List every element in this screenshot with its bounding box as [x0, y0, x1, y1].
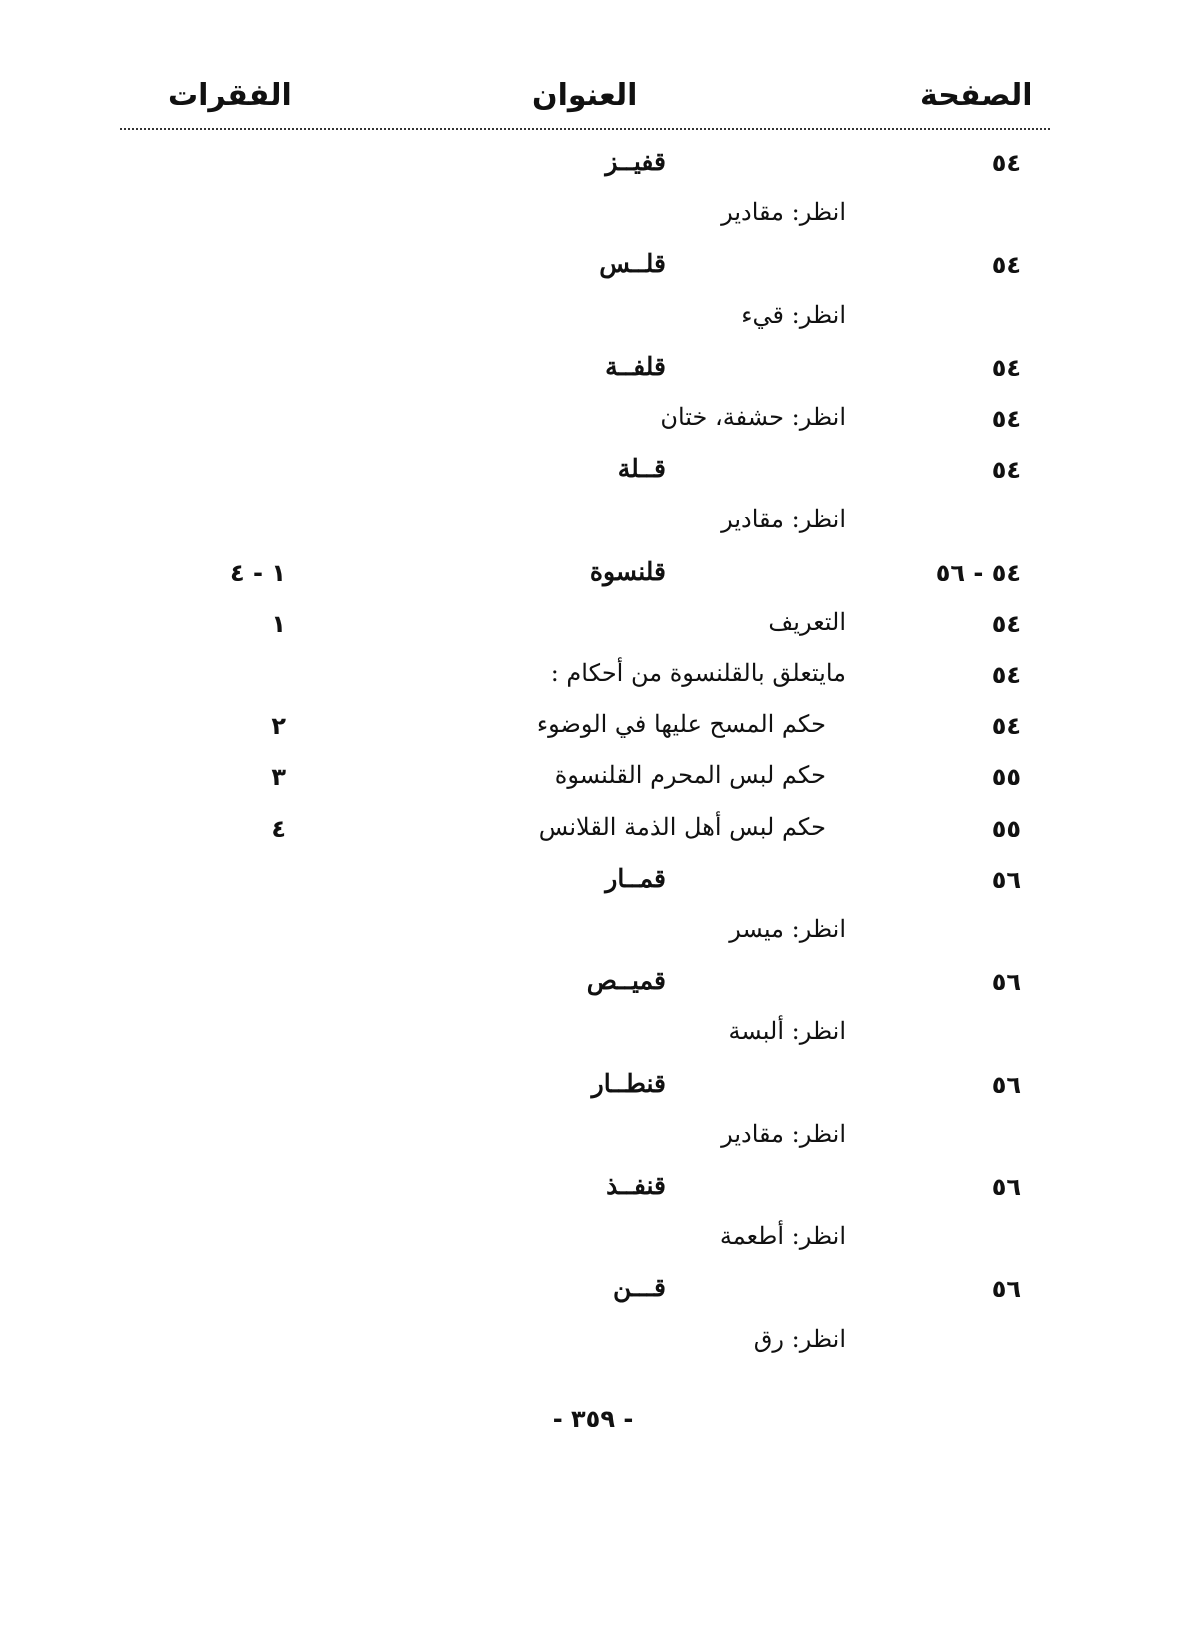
row-entry-title: قـــن [613, 1273, 666, 1302]
index-row [0, 759, 1186, 799]
index-row [0, 452, 1186, 492]
index-row [0, 401, 1186, 441]
row-see-reference: انظر: ألبسة [728, 1017, 846, 1045]
index-row [0, 708, 1186, 748]
index-row [0, 503, 1186, 543]
column-header-title: العنوان [532, 78, 638, 113]
index-row [0, 555, 1186, 595]
row-page-number: ٥٤ [991, 405, 1021, 433]
row-subtopic: حكم لبس المحرم القلنسوة [554, 761, 826, 789]
row-subtopic: حكم لبس أهل الذمة القلانس [538, 813, 826, 841]
index-row [0, 145, 1186, 185]
row-page-number: ٥٤ [991, 251, 1021, 279]
index-row [0, 1271, 1186, 1311]
row-page-number: ٥٦ [991, 866, 1021, 894]
index-row [0, 1169, 1186, 1209]
row-page-number: ٥٦ [991, 968, 1021, 996]
row-page-number: ٥٤ [991, 354, 1021, 382]
index-row [0, 913, 1186, 953]
row-page-number: ٥٤ [991, 149, 1021, 177]
row-paragraphs: ١ [271, 610, 286, 638]
index-row [0, 196, 1186, 236]
row-page-number: ٥٤ [991, 610, 1021, 638]
index-row [0, 1015, 1186, 1055]
column-header-page: الصفحة [920, 78, 1033, 113]
index-row [0, 1220, 1186, 1260]
row-see-reference: انظر: قيء [741, 301, 846, 329]
header-dotted-rule [120, 128, 1050, 130]
index-row [0, 247, 1186, 287]
row-entry-title: قميــص [586, 966, 666, 995]
page-number: - ٣٥٩ - [552, 1405, 634, 1433]
index-row [0, 657, 1186, 697]
index-row [0, 811, 1186, 851]
row-page-number: ٥٦ [991, 1173, 1021, 1201]
row-entry-title: قلفــة [605, 352, 666, 381]
row-paragraphs: ٢ [271, 712, 286, 740]
row-entry-title: قمــار [605, 864, 666, 893]
row-entry-title: قلــس [599, 249, 666, 278]
index-row [0, 964, 1186, 1004]
row-paragraphs: ٣ [271, 763, 286, 791]
index-row [0, 1067, 1186, 1107]
row-subtopic: التعريف [768, 608, 846, 636]
row-page-number: ٥٥ [991, 763, 1021, 791]
row-subtopic: مايتعلق بالقلنسوة من أحكام : [550, 659, 846, 687]
row-see-reference: انظر: مقادير [721, 198, 846, 226]
index-row [0, 1118, 1186, 1158]
row-see-reference: انظر: مقادير [721, 505, 846, 533]
row-page-number: ٥٤ [991, 712, 1021, 740]
row-paragraphs: ١ - ٤ [230, 559, 286, 587]
row-page-number: ٥٦ [991, 1275, 1021, 1303]
row-page-number: ٥٦ [991, 1071, 1021, 1099]
row-see-reference: انظر: أطعمة [719, 1222, 846, 1250]
column-header-paragraphs: الفقرات [168, 78, 292, 113]
index-row [0, 1323, 1186, 1363]
row-see-reference: انظر: حشفة، ختان [660, 403, 846, 431]
row-entry-title: قــلة [617, 454, 666, 483]
row-see-reference: انظر: مقادير [721, 1120, 846, 1148]
row-entry-title: قنفــذ [606, 1171, 666, 1200]
index-row [0, 299, 1186, 339]
row-entry-title: قنطــار [591, 1069, 666, 1098]
row-entry-title: قفيــز [605, 147, 666, 176]
index-row [0, 606, 1186, 646]
row-paragraphs: ٤ [271, 815, 286, 843]
row-subtopic: حكم المسح عليها في الوضوء [536, 710, 826, 738]
row-page-number: ٥٥ [991, 815, 1021, 843]
row-page-number: ٥٤ - ٥٦ [935, 559, 1021, 587]
row-see-reference: انظر: ميسر [729, 915, 846, 943]
index-row [0, 350, 1186, 390]
row-page-number: ٥٤ [991, 661, 1021, 689]
index-row [0, 862, 1186, 902]
row-see-reference: انظر: رق [753, 1325, 846, 1353]
row-entry-title: قلنسوة [589, 557, 666, 586]
row-page-number: ٥٤ [991, 456, 1021, 484]
